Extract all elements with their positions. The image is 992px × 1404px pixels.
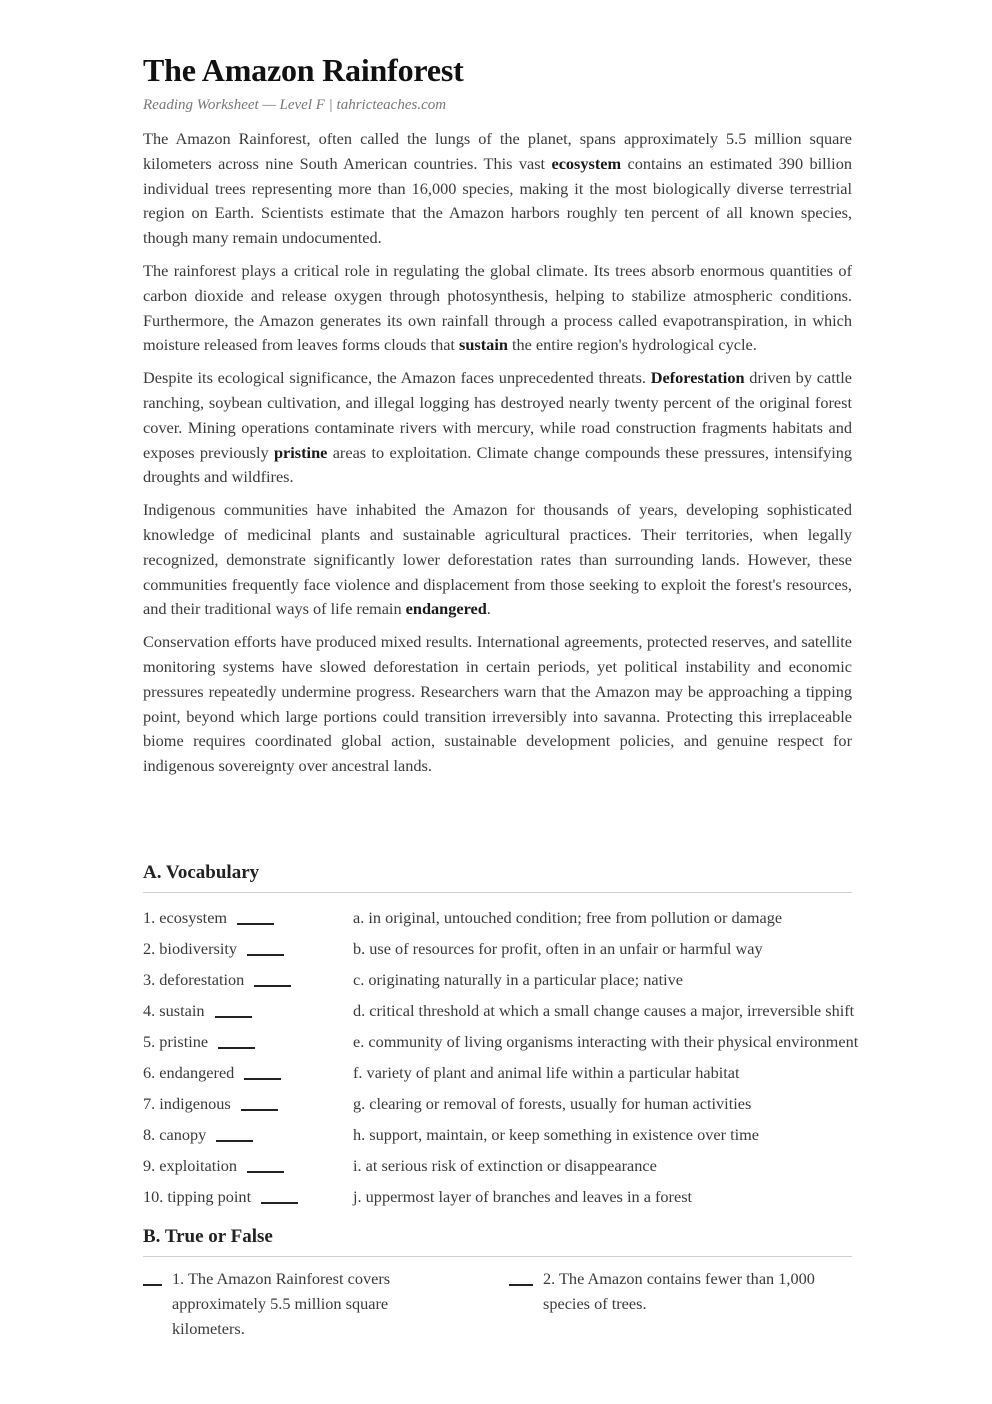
answer-blank[interactable] (261, 1202, 298, 1204)
vocab-term: 5. pristine (143, 1031, 209, 1051)
vocab-term: 6. endangered (143, 1062, 235, 1082)
vocab-row (143, 1150, 943, 1181)
paragraph: The rainforest plays a critical role in regulating the global climate. Its trees absorb enormous quantities of carbon dioxide and release oxygen through photosynthesis, helping to stabilize atmospheric conditions. Furthermore, the Amazon generates its own rainfall through a process called evapotranspiration, in which moisture released from leaves forms clouds that sustain the entire region's hydrological cycle. (143, 260, 852, 355)
answer-blank[interactable] (237, 923, 274, 925)
vocab-term: 1. ecosystem (143, 907, 228, 927)
page-title: The Amazon Rainforest (143, 52, 464, 88)
vocab-highlight: Deforestation (650, 368, 745, 388)
vocab-definition: h. support, maintain, or keep something in existence over time (353, 1124, 760, 1144)
vocabulary-matching (143, 902, 943, 1212)
vocab-row (143, 995, 943, 1026)
answer-blank[interactable] (216, 1140, 253, 1142)
vocab-term: 10. tipping point (143, 1186, 252, 1206)
answer-blank[interactable] (509, 1284, 533, 1286)
vocab-term: 4. sustain (143, 1000, 205, 1020)
paragraph: Conservation efforts have produced mixed results. International agreements, protected reserves, and satellite monitoring systems have slowed deforestation in certain periods, yet political instability and economic pressures repeatedly undermine progress. Researchers warn that the Amazon may be approaching a tipping point, beyond which large portions could transition irreversibly into savanna. Protecting this irreplaceable biome requires coordinated global action, sustainable development policies, and genuine respect for indigenous sovereignty over ancestral lands. (143, 632, 852, 776)
tf-question (509, 1266, 852, 1341)
answer-blank[interactable] (143, 1284, 162, 1286)
vocab-definition: b. use of resources for profit, often in an unfair or harmful way (353, 938, 763, 958)
vocab-definition: i. at serious risk of extinction or disappearance (353, 1155, 657, 1175)
paragraph: The Amazon Rainforest, often called the lungs of the planet, spans approximately 5.5 million square kilometers across nine South American countries. This vast ecosystem contains an estimated 390 billion individual trees representing more than 16,000 species, making it the most biologically diverse terrestrial region on Earth. Scientists estimate that the Amazon harbors roughly ten percent of all known species, though many remain undocumented. (143, 129, 852, 248)
vocab-highlight: endangered (405, 599, 487, 619)
answer-blank[interactable] (247, 954, 284, 956)
vocab-highlight: sustain (459, 335, 508, 355)
vocab-row (143, 1119, 943, 1150)
answer-blank[interactable] (218, 1047, 255, 1049)
vocab-term: 3. deforestation (143, 969, 245, 989)
vocab-term: 9. exploitation (143, 1155, 238, 1175)
vocab-definition: a. in original, untouched condition; free from pollution or damage (353, 907, 783, 927)
paragraph: Indigenous communities have inhabited the Amazon for thousands of years, developing sophisticated knowledge of medicinal plants and sustainable agricultural practices. Their territories, when legally recognized, demonstrate significantly lower deforestation rates than surrounding lands. However, these communities frequently face violence and displacement from those seeking to exploit the forest's resources, and their traditional ways of life remain endangered. (143, 500, 852, 619)
answer-blank[interactable] (215, 1016, 252, 1018)
vocab-definition: d. critical threshold at which a small change causes a major, irreversible shift (353, 1000, 855, 1020)
vocab-row (143, 1026, 943, 1057)
vocab-row (143, 1057, 943, 1088)
vocab-row (143, 933, 943, 964)
vocab-row (143, 1088, 943, 1119)
reading-passage (143, 127, 852, 787)
vocab-definition: c. originating naturally in a particular place; native (353, 969, 684, 989)
vocab-row (143, 964, 943, 995)
answer-blank[interactable] (241, 1109, 278, 1111)
vocab-term: 7. indigenous (143, 1093, 231, 1113)
vocab-term: 2. biodiversity (143, 938, 238, 958)
vocab-definition: g. clearing or removal of forests, usually for human activities (353, 1093, 752, 1113)
true-false-questions (143, 1266, 852, 1341)
vocab-definition: e. community of living organisms interacting with their physical environment (353, 1031, 859, 1051)
answer-blank[interactable] (247, 1171, 284, 1173)
answer-blank[interactable] (244, 1078, 281, 1080)
tf-question-text: 2. The Amazon contains fewer than 1,000 species of trees. (543, 1269, 815, 1313)
tf-question-text: 1. The Amazon Rainforest covers approximately 5.5 million square kilometers. (172, 1269, 391, 1338)
section-heading-vocabulary: A. Vocabulary (143, 862, 852, 893)
vocab-row (143, 902, 943, 933)
paragraph: Despite its ecological significance, the Amazon faces unprecedented threats. Deforestation driven by cattle ranching, soybean cultivation, and illegal logging has destroyed nearly twenty percent of the original forest cover. Mining operations contaminate rivers with mercury, while road construction fragments habitats and exposes previously pristine areas to exploitation. Climate change compounds these pressures, intensifying droughts and wildfires. (143, 368, 853, 487)
vocab-row (143, 1181, 943, 1212)
answer-blank[interactable] (254, 985, 291, 987)
vocab-highlight: pristine (273, 442, 328, 462)
vocab-highlight: ecosystem (551, 153, 622, 173)
tf-question (143, 1266, 509, 1341)
section-heading-true-false: B. True or False (143, 1226, 852, 1257)
vocab-definition: j. uppermost layer of branches and leaves in a forest (353, 1186, 693, 1206)
vocab-term: 8. canopy (143, 1124, 207, 1144)
worksheet-subtitle: Reading Worksheet — Level F | tahricteaches.com (143, 97, 447, 113)
vocab-definition: f. variety of plant and animal life within a particular habitat (353, 1062, 740, 1082)
